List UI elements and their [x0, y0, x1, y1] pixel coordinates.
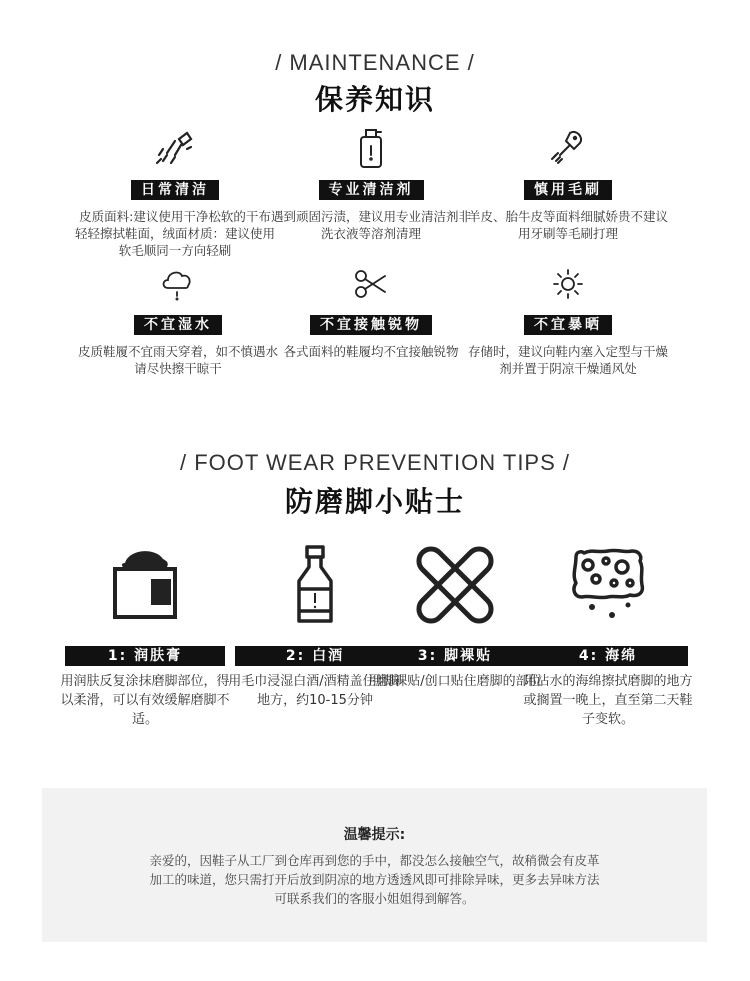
maintenance-item-no-water [78, 266, 278, 377]
label-cream: 1: 润肤膏 [65, 646, 225, 666]
desc-daily-clean: 皮质面料:建议使用干净松软的干布轻轻擦拭鞋面，绒面材质：建议使用软毛顺同一方向轻刷 [75, 209, 276, 258]
maintenance-item-daily-clean [75, 127, 275, 259]
notice-line-2: 加工的味道，您只需打开后放到阴凉的地方透透风即可排除异味，更多去异味方法 [149, 872, 600, 887]
bandage-icon [415, 545, 495, 625]
desc-cleaner: 遇到顽固污渍，建议用专业清洁剂非洗衣液等溶剂清理 [271, 209, 472, 241]
desc-brush: 羊皮、胎牛皮等面料细腻娇贵不建议用牙刷等毛刷打理 [468, 209, 669, 241]
sponge-icon [568, 545, 648, 625]
footwear-item-cream [55, 545, 235, 729]
label-bandage: 3: 脚裸贴 [375, 646, 535, 666]
label-sponge: 4: 海绵 [528, 646, 688, 666]
notice-title: 温馨提示: [343, 827, 406, 843]
footwear-en-title: / FOOT WEAR PREVENTION TIPS / [179, 450, 570, 475]
notice-box [42, 788, 707, 942]
cleaner-bottle-icon [349, 127, 393, 171]
sun-icon [548, 266, 588, 302]
notice-line-3: 可联系我们的客服小姐姐得到解答。 [274, 891, 475, 906]
liquor-bottle-icon [275, 545, 355, 625]
label-no-sharp: 不宜接触锐物 [310, 315, 432, 335]
footwear-item-sponge [518, 545, 698, 729]
drizzle-wipe-icon [153, 127, 197, 171]
desc-no-water: 皮质鞋履不宜雨天穿着，如不慎遇水请尽快擦干晾干 [78, 344, 279, 376]
brush-icon [546, 127, 590, 171]
label-liquor: 2: 白酒 [235, 646, 395, 666]
desc-cream: 用润肤反复涂抹磨脚部位，得以柔滑，可以有效缓解磨脚不适。 [60, 674, 230, 727]
label-no-water: 不宜湿水 [134, 315, 222, 335]
label-daily-clean: 日常清洁 [131, 180, 219, 200]
desc-no-sharp: 各式面料的鞋履均不宜接触锐物 [283, 344, 459, 359]
scissors-icon [351, 266, 391, 302]
label-brush: 慎用毛刷 [524, 180, 612, 200]
maintenance-item-cleaner [271, 127, 471, 242]
maintenance-item-no-sharp [271, 266, 471, 360]
footwear-cn-title: 防磨脚小贴士 [284, 485, 465, 518]
cream-jar-icon [105, 545, 185, 625]
maintenance-item-brush [468, 127, 668, 242]
desc-bandage: 用脚裸贴/创口贴住磨脚的部位 [368, 674, 542, 689]
label-no-sun: 不宜暴晒 [524, 315, 612, 335]
notice-body [42, 851, 707, 908]
maintenance-item-no-sun [468, 266, 668, 377]
desc-no-sun: 存储时，建议向鞋内塞入定型与干燥剂并置于阴凉干燥通风处 [468, 344, 669, 376]
desc-liquor: 用毛巾浸湿白酒/酒精盖住磨脚地方，约10-15分钟 [228, 674, 402, 708]
desc-sponge: 用沾水的海绵擦拭磨脚的地方或搁置一晚上，直至第二天鞋子变软。 [523, 674, 693, 727]
maintenance-en-title: / MAINTENANCE / [275, 50, 475, 75]
rain-cloud-icon [158, 266, 198, 302]
maintenance-cn-title: 保养知识 [314, 83, 435, 116]
notice-line-1: 亲爱的，因鞋子从工厂到仓库再到您的手中，都没怎么接触空气，故稍微会有皮革 [149, 853, 600, 868]
label-cleaner: 专业清洁剂 [319, 180, 424, 200]
